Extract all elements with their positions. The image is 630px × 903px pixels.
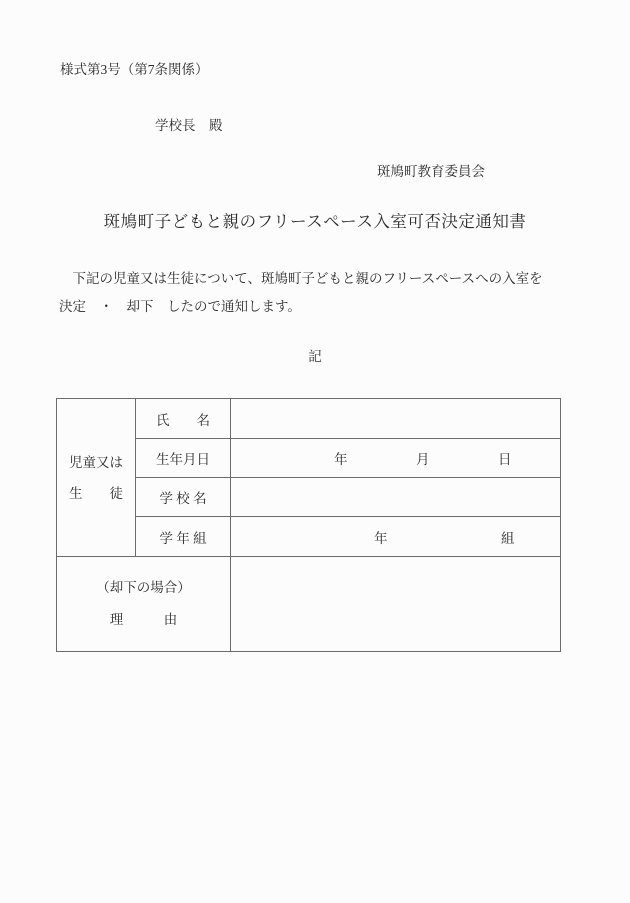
record-marker: 記 — [308, 349, 322, 364]
issuer-line: 斑鳩町教育委員会 — [377, 164, 485, 179]
grade-year-unit-label: 年 — [374, 530, 388, 546]
school-value-cell — [231, 478, 561, 517]
birthdate-value-cell — [231, 439, 561, 478]
grade-label-cell: 学 年 組 — [136, 517, 231, 557]
table-row-reason — [57, 557, 561, 652]
group-label-cell — [57, 399, 136, 557]
body-paragraph — [59, 265, 574, 320]
student-info-table — [56, 398, 561, 652]
reason-value-cell — [231, 557, 561, 652]
name-label-cell: 氏 名 — [136, 399, 231, 439]
reason-label-cell — [57, 557, 231, 652]
grade-value-cell — [231, 517, 561, 557]
form-number: 様式第3号（第7条関係） — [60, 62, 209, 77]
document-title: 斑鳩町子どもと親のフリースペース入室可否決定通知書 — [103, 212, 527, 231]
group-label-line1: 児童又は — [69, 454, 123, 470]
body-line-2: 決定 ・ 却下 したので通知します。 — [59, 298, 301, 314]
birthdate-label-cell: 生年月日 — [136, 439, 231, 478]
birth-month-unit-label: 月 — [416, 452, 430, 467]
body-line-1: 下記の児童又は生徒について、斑鳩町子どもと親のフリースペースへの入室を — [59, 271, 543, 286]
grade-class-unit-label: 組 — [501, 530, 515, 546]
name-value-cell — [231, 399, 561, 439]
school-label-cell: 学 校 名 — [136, 478, 231, 517]
reason-label-line2: 理 由 — [109, 612, 178, 627]
birth-day-unit-label: 日 — [498, 452, 512, 467]
birth-year-unit-label: 年 — [334, 452, 348, 467]
table-row-name — [57, 399, 561, 439]
addressee-line: 学校長 殿 — [155, 118, 223, 133]
reason-label-line1: （却下の場合） — [96, 580, 191, 595]
group-label-line2: 生 徒 — [69, 485, 123, 501]
